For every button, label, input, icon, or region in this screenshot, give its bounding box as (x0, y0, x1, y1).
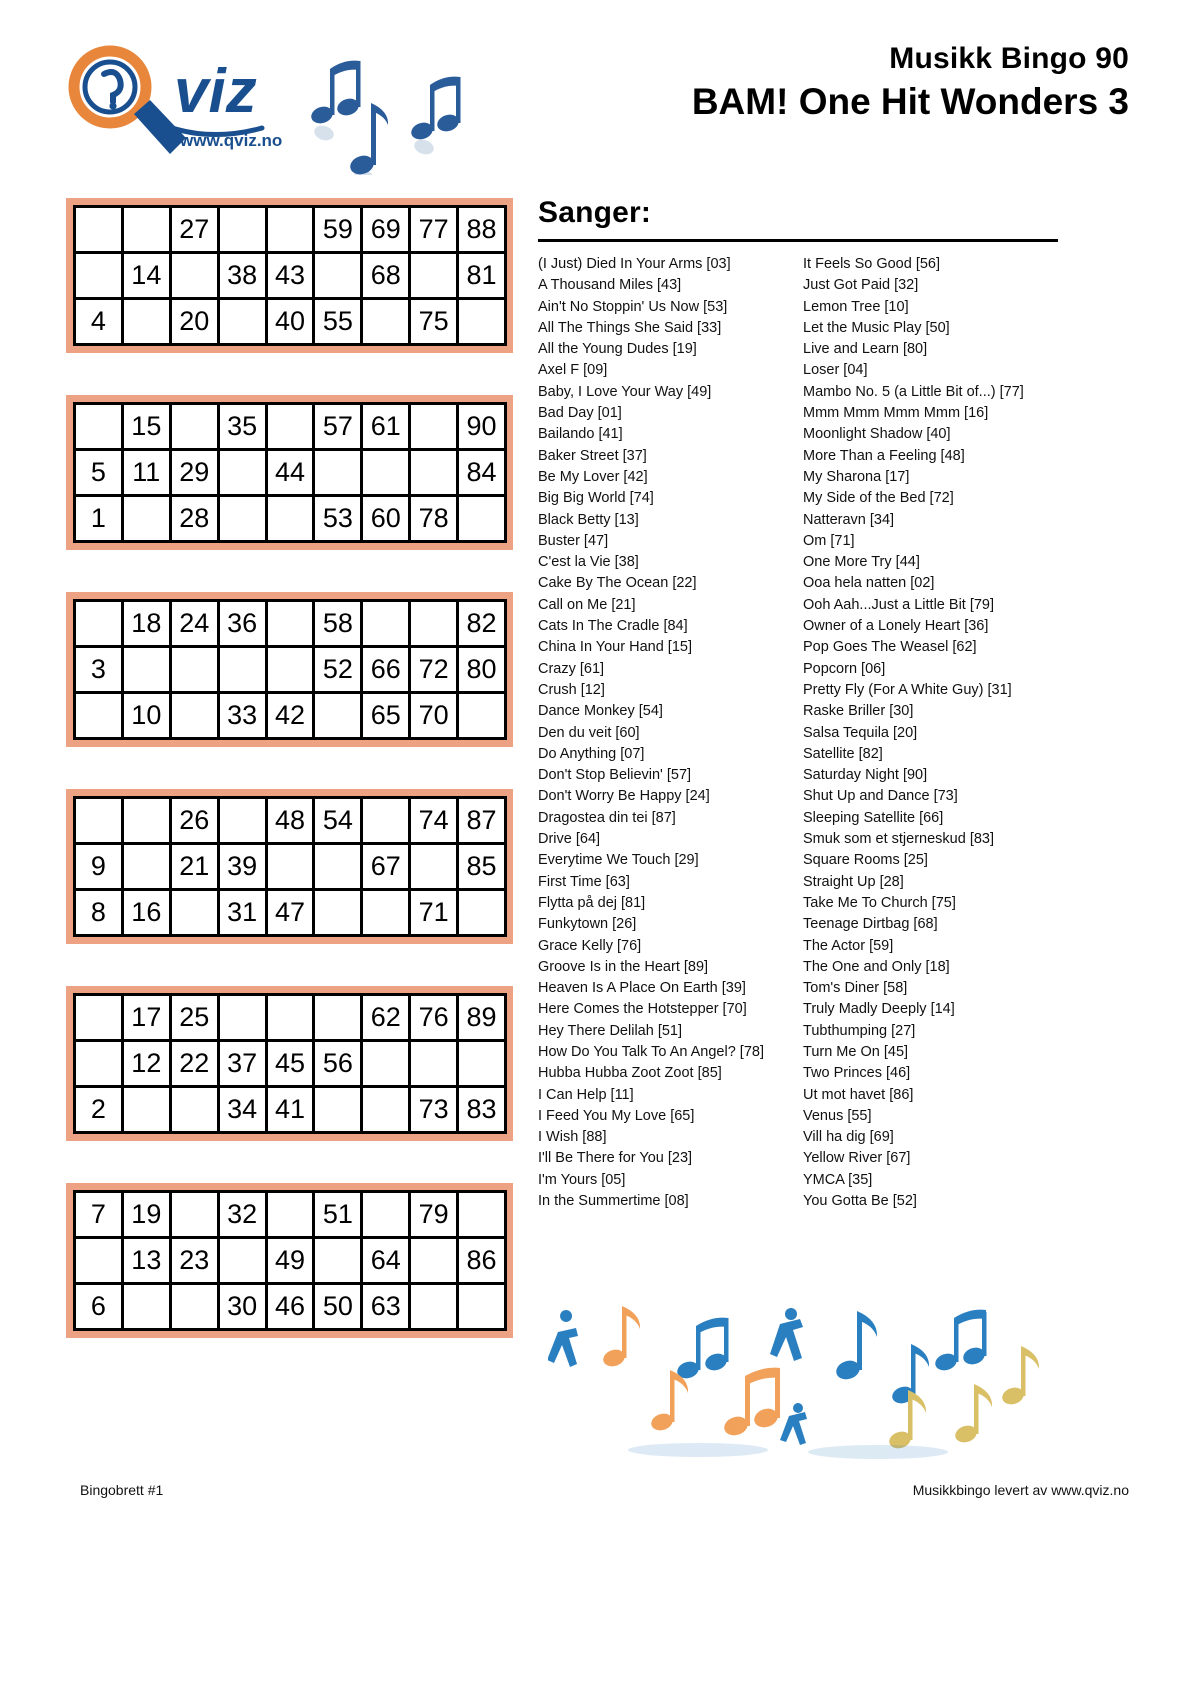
bingo-cell-number[interactable]: 17 (124, 996, 169, 1039)
bingo-card (66, 198, 513, 353)
bingo-cell-number[interactable]: 9 (76, 845, 121, 888)
song-list-item: Square Rooms [25] (803, 852, 928, 869)
music-notes-decoration (300, 55, 500, 175)
bingo-cell-number[interactable]: 25 (172, 996, 217, 1039)
bingo-cell-empty[interactable] (411, 845, 456, 888)
song-list-item: Ain't No Stoppin' Us Now [53] (538, 298, 728, 315)
bingo-cell-number[interactable]: 56 (315, 1042, 360, 1085)
bingo-cell-number[interactable]: 71 (411, 891, 456, 934)
bingo-cell-number[interactable]: 47 (268, 891, 313, 934)
song-list-item: Om [71] (803, 532, 855, 549)
bingo-cell-number[interactable]: 28 (172, 497, 217, 540)
bingo-cell-number[interactable]: 34 (220, 1088, 265, 1131)
bingo-cell-number[interactable]: 11 (124, 451, 169, 494)
bingo-cell-number[interactable]: 84 (459, 451, 504, 494)
song-list-item: Let the Music Play [50] (803, 319, 950, 336)
bingo-cell-empty[interactable] (411, 1239, 456, 1282)
song-list-item: I'm Yours [05] (538, 1171, 626, 1188)
song-list-item: Hey There Delilah [51] (538, 1022, 683, 1039)
bingo-cell-empty[interactable] (459, 497, 504, 540)
bingo-cell-number[interactable]: 69 (363, 208, 408, 251)
song-list-item: I'll Be There for You [23] (538, 1150, 693, 1167)
bingo-cell-number[interactable]: 61 (363, 405, 408, 448)
bingo-cell-empty[interactable] (76, 799, 121, 842)
page-footer (0, 1482, 1191, 1522)
song-list-item: Mambo No. 5 (a Little Bit of...) [77] (803, 383, 1024, 400)
bingo-cell-empty[interactable] (172, 1193, 217, 1236)
song-list-item: Crush [12] (538, 681, 605, 698)
bingo-cell-empty[interactable] (268, 208, 313, 251)
bingo-cell-number[interactable]: 10 (124, 694, 169, 737)
song-list-item: Loser [04] (803, 362, 868, 379)
song-list-item: Ut mot havet [86] (803, 1086, 914, 1103)
song-list-item: Natteravn [34] (803, 511, 895, 528)
bingo-cell-empty[interactable] (220, 208, 265, 251)
song-list-left-column (538, 254, 803, 1212)
bingo-cell-number[interactable]: 73 (411, 1088, 456, 1131)
bingo-cell-number[interactable]: 32 (220, 1193, 265, 1236)
bingo-cell-empty[interactable] (268, 405, 313, 448)
bingo-cell-number[interactable]: 33 (220, 694, 265, 737)
bingo-cell-number[interactable]: 78 (411, 497, 456, 540)
bingo-cell-empty[interactable] (124, 799, 169, 842)
bingo-cell-empty[interactable] (363, 1042, 408, 1085)
bingo-cell-number[interactable]: 49 (268, 1239, 313, 1282)
bingo-cell-empty[interactable] (76, 1042, 121, 1085)
bingo-cell-empty[interactable] (76, 405, 121, 448)
song-list-item: My Sharona [17] (803, 468, 910, 485)
bingo-cell-empty[interactable] (315, 1088, 360, 1131)
bingo-cell-number[interactable]: 50 (315, 1285, 360, 1328)
song-list-item: Saturday Night [90] (803, 767, 928, 784)
bingo-cell-number[interactable]: 26 (172, 799, 217, 842)
bingo-cell-number[interactable]: 62 (363, 996, 408, 1039)
song-list-item: Lemon Tree [10] (803, 298, 909, 315)
song-list-item: Salsa Tequila [20] (803, 724, 918, 741)
bingo-cell-empty[interactable] (124, 648, 169, 691)
song-list-item: Straight Up [28] (803, 873, 904, 890)
footer-sheet-id: Bingobrett #1 (80, 1482, 164, 1498)
bingo-cell-number[interactable]: 27 (172, 208, 217, 251)
bingo-cell-number[interactable]: 60 (363, 497, 408, 540)
bingo-cell-empty[interactable] (268, 845, 313, 888)
bingo-cell-empty[interactable] (220, 1239, 265, 1282)
bingo-cell-number[interactable]: 65 (363, 694, 408, 737)
song-list-item: How Do You Talk To An Angel? [78] (538, 1043, 764, 1060)
song-list-item: Cake By The Ocean [22] (538, 575, 697, 592)
song-list-item: You Gotta Be [52] (803, 1193, 917, 1210)
bingo-cell-number[interactable]: 81 (459, 254, 504, 297)
song-list-item: Bad Day [01] (538, 405, 622, 422)
bingo-cell-empty[interactable] (172, 254, 217, 297)
title-line-1: Musikk Bingo 90 (889, 42, 1129, 75)
bingo-cell-number[interactable]: 12 (124, 1042, 169, 1085)
bingo-cell-number[interactable]: 76 (411, 996, 456, 1039)
bingo-cell-number[interactable]: 31 (220, 891, 265, 934)
song-list-item: Dance Monkey [54] (538, 703, 663, 720)
song-list-item: Be My Lover [42] (538, 468, 648, 485)
bingo-cell-empty[interactable] (459, 694, 504, 737)
bingo-cell-number[interactable]: 85 (459, 845, 504, 888)
bingo-cell-number[interactable]: 72 (411, 648, 456, 691)
bingo-cell-empty[interactable] (124, 1285, 169, 1328)
bingo-cell-number[interactable]: 86 (459, 1239, 504, 1282)
bingo-cell-empty[interactable] (124, 300, 169, 343)
song-list-item: Shut Up and Dance [73] (803, 788, 958, 805)
bingo-cell-empty[interactable] (268, 602, 313, 645)
bingo-cell-empty[interactable] (124, 497, 169, 540)
song-list-item: Heaven Is A Place On Earth [39] (538, 980, 746, 997)
bingo-cell-empty[interactable] (411, 1285, 456, 1328)
song-list-item: Ooa hela natten [02] (803, 575, 935, 592)
song-list-item: The Actor [59] (803, 937, 894, 954)
song-list-item: Satellite [82] (803, 745, 883, 762)
bingo-card (66, 789, 513, 944)
bingo-cell-empty[interactable] (459, 300, 504, 343)
bingo-cell-number[interactable]: 30 (220, 1285, 265, 1328)
bingo-cell-empty[interactable] (411, 451, 456, 494)
bingo-cell-number[interactable]: 2 (76, 1088, 121, 1131)
bingo-cell-number[interactable]: 90 (459, 405, 504, 448)
bingo-cell-number[interactable]: 75 (411, 300, 456, 343)
song-list-item: Black Betty [13] (538, 511, 639, 528)
bingo-cell-number[interactable]: 3 (76, 648, 121, 691)
song-list-item: Mmm Mmm Mmm Mmm [16] (803, 405, 989, 422)
song-list-item: First Time [63] (538, 873, 630, 890)
bingo-cell-empty[interactable] (315, 254, 360, 297)
song-list-item: Take Me To Church [75] (803, 894, 956, 911)
bingo-cell-number[interactable]: 59 (315, 208, 360, 251)
bingo-cell-number[interactable]: 13 (124, 1239, 169, 1282)
bingo-cell-number[interactable]: 15 (124, 405, 169, 448)
bingo-cell-empty[interactable] (315, 891, 360, 934)
bingo-cell-number[interactable]: 89 (459, 996, 504, 1039)
bingo-cell-number[interactable]: 7 (76, 1193, 121, 1236)
bingo-cell-number[interactable]: 38 (220, 254, 265, 297)
bingo-cell-empty[interactable] (459, 1193, 504, 1236)
bingo-cell-empty[interactable] (363, 799, 408, 842)
bingo-cell-empty[interactable] (172, 1088, 217, 1131)
bingo-cell-number[interactable]: 37 (220, 1042, 265, 1085)
bingo-cell-number[interactable]: 51 (315, 1193, 360, 1236)
bingo-cell-empty[interactable] (268, 648, 313, 691)
bingo-cell-number[interactable]: 45 (268, 1042, 313, 1085)
song-list-item: Venus [55] (803, 1107, 872, 1124)
bingo-cell-number[interactable]: 83 (459, 1088, 504, 1131)
bingo-cell-empty[interactable] (363, 1088, 408, 1131)
song-list-item: Don't Worry Be Happy [24] (538, 788, 710, 805)
bingo-cell-number[interactable]: 74 (411, 799, 456, 842)
bingo-cell-empty[interactable] (76, 254, 121, 297)
song-list-item: Owner of a Lonely Heart [36] (803, 618, 989, 635)
bingo-cell-number[interactable]: 42 (268, 694, 313, 737)
bingo-cell-empty[interactable] (172, 648, 217, 691)
page-title (692, 42, 1129, 124)
song-list-item: Flytta på dej [81] (538, 894, 646, 911)
bingo-cell-number[interactable]: 68 (363, 254, 408, 297)
bingo-cell-number[interactable]: 46 (268, 1285, 313, 1328)
song-list-item: YMCA [35] (803, 1171, 873, 1188)
bingo-cell-number[interactable]: 43 (268, 254, 313, 297)
bingo-cell-number[interactable]: 64 (363, 1239, 408, 1282)
bingo-cell-number[interactable]: 29 (172, 451, 217, 494)
song-list-item: More Than a Feeling [48] (803, 447, 965, 464)
song-list-item: China In Your Hand [15] (538, 639, 692, 656)
song-list-item: Don't Stop Believin' [57] (538, 767, 692, 784)
bingo-cell-number[interactable]: 19 (124, 1193, 169, 1236)
song-list-item: Big Big World [74] (538, 490, 654, 507)
bingo-cell-number[interactable]: 21 (172, 845, 217, 888)
song-list-item: Pop Goes The Weasel [62] (803, 639, 977, 656)
song-list-heading: Sanger: (538, 196, 652, 229)
bingo-cell-number[interactable]: 22 (172, 1042, 217, 1085)
bingo-card (66, 1183, 513, 1338)
song-list-item: Do Anything [07] (538, 745, 645, 762)
bingo-cell-empty[interactable] (124, 1088, 169, 1131)
bingo-cell-empty[interactable] (220, 648, 265, 691)
bingo-card (66, 986, 513, 1141)
bingo-grid (73, 205, 507, 346)
song-list-item: Groove Is in the Heart [89] (538, 958, 709, 975)
bingo-cell-empty[interactable] (124, 208, 169, 251)
bingo-grid (73, 796, 507, 937)
song-list-divider (538, 239, 1058, 242)
bingo-cell-empty[interactable] (411, 405, 456, 448)
song-list-item: Hubba Hubba Zoot Zoot [85] (538, 1065, 722, 1082)
bingo-cell-number[interactable]: 53 (315, 497, 360, 540)
song-list-item: The One and Only [18] (803, 958, 950, 975)
song-list-item: Raske Briller [30] (803, 703, 914, 720)
bingo-cell-number[interactable]: 67 (363, 845, 408, 888)
song-list-item: Bailando [41] (538, 426, 623, 443)
bingo-grid (73, 993, 507, 1134)
bingo-cell-number[interactable]: 82 (459, 602, 504, 645)
song-list-item: Live and Learn [80] (803, 341, 928, 358)
bingo-cell-empty[interactable] (363, 451, 408, 494)
bingo-cell-empty[interactable] (220, 996, 265, 1039)
bingo-cell-empty[interactable] (363, 602, 408, 645)
bingo-grid (73, 402, 507, 543)
song-list-item: Truly Madly Deeply [14] (803, 1001, 955, 1018)
song-list-item: Call on Me [21] (538, 596, 636, 613)
bingo-cell-empty[interactable] (76, 694, 121, 737)
bingo-cell-number[interactable]: 58 (315, 602, 360, 645)
bingo-cell-number[interactable]: 23 (172, 1239, 217, 1282)
song-list-item: Ooh Aah...Just a Little Bit [79] (803, 596, 995, 613)
song-list-item: Just Got Paid [32] (803, 277, 919, 294)
bingo-cell-empty[interactable] (220, 799, 265, 842)
song-list-item: I Can Help [11] (538, 1086, 634, 1103)
bingo-cell-empty[interactable] (220, 497, 265, 540)
bingo-cell-number[interactable]: 63 (363, 1285, 408, 1328)
bingo-cell-number[interactable]: 24 (172, 602, 217, 645)
song-list-item: (I Just) Died In Your Arms [03] (538, 256, 731, 272)
title-line-2: BAM! One Hit Wonders 3 (691, 80, 1129, 122)
song-list-item: Den du veit [60] (538, 724, 640, 741)
song-list-item: Teenage Dirtbag [68] (803, 916, 938, 933)
song-list-item: One More Try [44] (803, 554, 920, 571)
bingo-cell-number[interactable]: 77 (411, 208, 456, 251)
bingo-cell-number[interactable]: 1 (76, 497, 121, 540)
bingo-cell-empty[interactable] (268, 497, 313, 540)
bingo-cell-number[interactable]: 39 (220, 845, 265, 888)
song-list-item: Two Princes [46] (803, 1065, 911, 1082)
song-list-item: My Side of the Bed [72] (803, 490, 954, 507)
song-list-item: A Thousand Miles [43] (538, 277, 682, 294)
bingo-cell-number[interactable]: 55 (315, 300, 360, 343)
bingo-cell-number[interactable]: 14 (124, 254, 169, 297)
song-list-item: Buster [47] (538, 532, 609, 549)
bingo-cell-number[interactable]: 41 (268, 1088, 313, 1131)
song-list-item: Here Comes the Hotstepper [70] (538, 1001, 747, 1018)
song-list-item: Baby, I Love Your Way [49] (538, 383, 712, 400)
bingo-cell-empty[interactable] (220, 300, 265, 343)
song-list-item: Drive [64] (538, 831, 601, 848)
bingo-cell-number[interactable]: 88 (459, 208, 504, 251)
song-list-item: All the Young Dudes [19] (538, 341, 697, 358)
bingo-cell-number[interactable]: 8 (76, 891, 121, 934)
bingo-cell-empty[interactable] (411, 1042, 456, 1085)
bingo-cell-empty[interactable] (315, 996, 360, 1039)
page-header (0, 0, 1191, 190)
bingo-cell-number[interactable]: 70 (411, 694, 456, 737)
song-list-item: I Wish [88] (538, 1129, 607, 1146)
bingo-cell-number[interactable]: 6 (76, 1285, 121, 1328)
song-list-item: Vill ha dig [69] (803, 1129, 894, 1146)
bingo-cards-column (66, 198, 513, 1380)
logo-url: www.qviz.no (180, 131, 283, 150)
bingo-cell-number[interactable]: 5 (76, 451, 121, 494)
bingo-cell-number[interactable]: 48 (268, 799, 313, 842)
bingo-grid (73, 1190, 507, 1331)
song-list-item: I Feed You My Love [65] (538, 1107, 695, 1124)
bingo-cell-empty[interactable] (124, 845, 169, 888)
bingo-cell-number[interactable]: 52 (315, 648, 360, 691)
song-list-item: Funkytown [26] (538, 916, 637, 933)
bingo-cell-empty[interactable] (459, 1042, 504, 1085)
song-list-item: Sleeping Satellite [66] (803, 809, 944, 826)
bingo-cell-empty[interactable] (363, 891, 408, 934)
bingo-cell-empty[interactable] (76, 602, 121, 645)
bingo-cell-empty[interactable] (363, 300, 408, 343)
bingo-cell-empty[interactable] (315, 845, 360, 888)
song-list-item: Crazy [61] (538, 660, 605, 677)
bingo-cell-number[interactable]: 36 (220, 602, 265, 645)
song-list-item: Grace Kelly [76] (538, 937, 642, 954)
song-list-section (538, 196, 1128, 1212)
song-list-right-column (803, 254, 1128, 1212)
bingo-cell-empty[interactable] (76, 1239, 121, 1282)
bingo-cell-number[interactable]: 66 (363, 648, 408, 691)
song-list-item: Everytime We Touch [29] (538, 852, 699, 869)
song-list-item: C'est la Vie [38] (538, 554, 639, 571)
bingo-grid (73, 599, 507, 740)
bingo-cell-empty[interactable] (268, 996, 313, 1039)
song-list-item: Turn Me On [45] (803, 1043, 909, 1060)
bingo-cell-empty[interactable] (315, 451, 360, 494)
bingo-cell-number[interactable]: 54 (315, 799, 360, 842)
bingo-cell-empty[interactable] (172, 1285, 217, 1328)
song-list-item: Smuk som et stjerneskud [83] (803, 831, 994, 848)
bingo-cell-number[interactable]: 40 (268, 300, 313, 343)
song-list-item: Baker Street [37] (538, 447, 647, 464)
bingo-cell-number[interactable]: 87 (459, 799, 504, 842)
song-list-item: All The Things She Said [33] (538, 319, 722, 336)
bingo-cell-empty[interactable] (76, 208, 121, 251)
song-list-item: Cats In The Cradle [84] (538, 618, 688, 635)
bingo-cell-empty[interactable] (172, 891, 217, 934)
bingo-cell-empty[interactable] (411, 602, 456, 645)
bingo-cell-empty[interactable] (459, 891, 504, 934)
bingo-cell-empty[interactable] (315, 1239, 360, 1282)
bingo-cell-empty[interactable] (268, 1193, 313, 1236)
song-list-item: Tom's Diner [58] (803, 980, 908, 997)
bingo-card (66, 592, 513, 747)
bingo-cell-number[interactable]: 44 (268, 451, 313, 494)
song-list-item: In the Summertime [08] (538, 1193, 689, 1210)
song-list-item: Pretty Fly (For A White Guy) [31] (803, 681, 1012, 698)
svg-text:viz: viz (174, 57, 257, 126)
song-list-item: Axel F [09] (538, 362, 608, 379)
bingo-cell-empty[interactable] (172, 694, 217, 737)
bingo-cell-number[interactable]: 4 (76, 300, 121, 343)
bingo-card (66, 395, 513, 550)
song-list-item: Tubthumping [27] (803, 1022, 916, 1039)
bingo-cell-empty[interactable] (363, 1193, 408, 1236)
qviz-logo (58, 42, 308, 172)
footer-credit: Musikkbingo levert av www.qviz.no (912, 1482, 1129, 1498)
bingo-cell-empty[interactable] (220, 451, 265, 494)
song-list-item: Dragostea din tei [87] (538, 809, 676, 826)
bingo-cell-number[interactable]: 20 (172, 300, 217, 343)
bingo-cell-number[interactable]: 18 (124, 602, 169, 645)
bingo-cell-empty[interactable] (459, 1285, 504, 1328)
song-list-item: Yellow River [67] (803, 1150, 911, 1167)
bingo-cell-number[interactable]: 79 (411, 1193, 456, 1236)
bingo-cell-empty[interactable] (172, 405, 217, 448)
song-list-item: Popcorn [06] (803, 660, 886, 677)
bingo-cell-number[interactable]: 57 (315, 405, 360, 448)
song-list-item: It Feels So Good [56] (803, 256, 941, 272)
song-list-item: Moonlight Shadow [40] (803, 426, 951, 443)
bingo-cell-empty[interactable] (411, 254, 456, 297)
bingo-cell-empty[interactable] (315, 694, 360, 737)
bingo-cell-empty[interactable] (76, 996, 121, 1039)
dancers-and-notes-decoration (548, 1300, 1088, 1460)
bingo-cell-number[interactable]: 80 (459, 648, 504, 691)
bingo-cell-number[interactable]: 35 (220, 405, 265, 448)
bingo-cell-number[interactable]: 16 (124, 891, 169, 934)
